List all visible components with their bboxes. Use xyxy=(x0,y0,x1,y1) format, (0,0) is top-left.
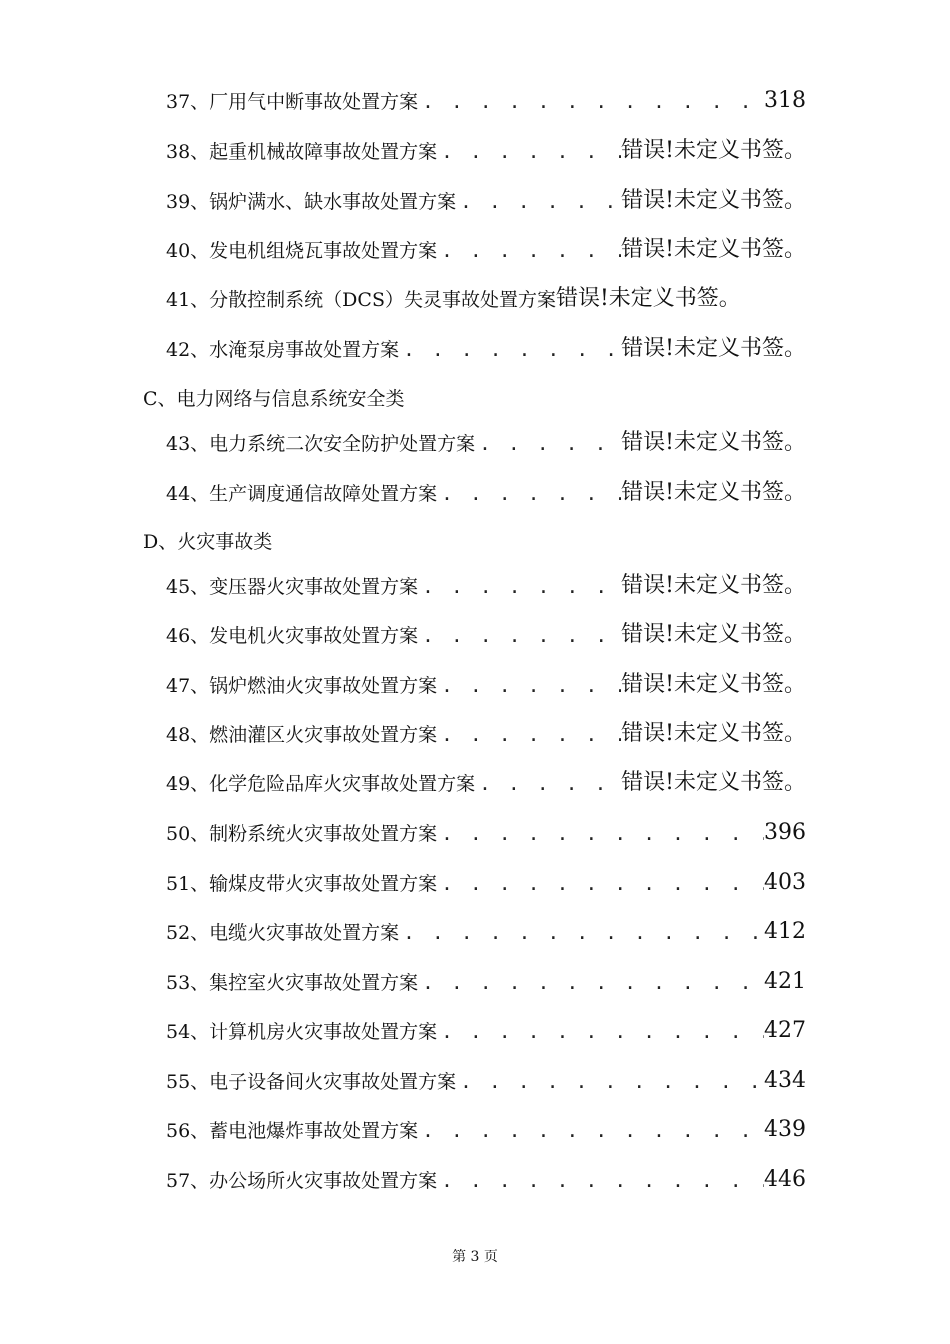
toc-entry-47[interactable] xyxy=(166,658,806,698)
toc-entry-label: 56、蓄电池爆炸事故处置方案 xyxy=(166,1120,419,1142)
toc-entry-label: 44、生产调度通信故障处置方案 xyxy=(166,483,438,505)
toc-error-reference: 错误!未定义书签。 xyxy=(621,336,806,361)
toc-entry-label: 42、水淹泵房事故处置方案 xyxy=(166,339,400,361)
toc-entry-55[interactable] xyxy=(166,1054,806,1094)
dot-leader xyxy=(437,822,764,846)
toc-error-reference: 错误!未定义书签。 xyxy=(621,622,806,647)
toc-entry-51[interactable] xyxy=(166,856,806,896)
toc-entry-label: 51、输煤皮带火灾事故处置方案 xyxy=(166,873,438,895)
toc-error-reference: 错误!未定义书签。 xyxy=(621,573,806,598)
dot-leader xyxy=(437,239,621,263)
dot-leader xyxy=(456,190,621,214)
dot-leader xyxy=(437,482,621,506)
toc-entry-label: 37、厂用气中断事故处置方案 xyxy=(166,91,419,113)
toc-page-number: 439 xyxy=(764,1117,806,1142)
toc-error-reference: 错误!未定义书签。 xyxy=(621,188,806,213)
dot-leader xyxy=(475,432,621,456)
toc-entry-label: 55、电子设备间火灾事故处置方案 xyxy=(166,1071,457,1093)
toc-entry-44[interactable] xyxy=(166,466,806,506)
toc-entry-label: 46、发电机火灾事故处置方案 xyxy=(166,625,419,647)
toc-entry-41[interactable] xyxy=(166,272,826,312)
dot-leader xyxy=(418,1119,764,1143)
toc-entry-label: 38、起重机械故障事故处置方案 xyxy=(166,141,438,163)
toc-entry-52[interactable] xyxy=(166,905,806,945)
toc-entry-48[interactable] xyxy=(166,707,806,747)
dot-leader xyxy=(437,140,621,164)
toc-entry-46[interactable] xyxy=(166,608,806,648)
toc-entry-54[interactable] xyxy=(166,1004,806,1044)
toc-page-number: 434 xyxy=(764,1068,806,1093)
toc-entry-label: 49、化学危险品库火灾事故处置方案 xyxy=(166,773,476,795)
toc-entry-43[interactable] xyxy=(166,416,806,456)
dot-leader xyxy=(418,971,764,995)
toc-error-reference: 错误!未定义书签。 xyxy=(555,286,741,311)
toc-error-reference: 错误!未定义书签。 xyxy=(621,237,806,262)
toc-entry-label: 54、计算机房火灾事故处置方案 xyxy=(166,1021,438,1043)
toc-entry-label: 43、电力系统二次安全防护处置方案 xyxy=(166,433,476,455)
dot-leader xyxy=(399,338,621,362)
toc-entry-label: 45、变压器火灾事故处置方案 xyxy=(166,576,419,598)
toc-entry-label: 40、发电机组烧瓦事故处置方案 xyxy=(166,240,438,262)
page-footer: 第 3 页 xyxy=(452,1249,498,1265)
dot-leader xyxy=(437,674,621,698)
dot-leader xyxy=(437,872,764,896)
toc-entry-label: 41、分散控制系统（DCS）失灵事故处置方案 xyxy=(166,289,556,311)
toc-entry-53[interactable] xyxy=(166,955,806,995)
toc-error-reference: 错误!未定义书签。 xyxy=(621,770,806,795)
toc-entry-57[interactable] xyxy=(166,1153,806,1193)
toc-entry-label: 47、锅炉燃油火灾事故处置方案 xyxy=(166,675,438,697)
toc-page-number: 446 xyxy=(764,1167,806,1192)
dot-leader xyxy=(475,772,621,796)
toc-page-number: 396 xyxy=(764,820,806,845)
dot-leader xyxy=(418,575,621,599)
dot-leader xyxy=(437,1020,764,1044)
toc-page-number: 403 xyxy=(764,870,806,895)
toc-entry-label: 48、燃油灌区火灾事故处置方案 xyxy=(166,724,438,746)
dot-leader xyxy=(456,1070,764,1094)
dot-leader xyxy=(437,1169,764,1193)
toc-entry-42[interactable] xyxy=(166,322,806,362)
section-heading-label: C、电力网络与信息系统安全类 xyxy=(143,388,405,410)
toc-page-number: 427 xyxy=(764,1018,806,1043)
toc-entry-label: 57、办公场所火灾事故处置方案 xyxy=(166,1170,438,1192)
toc-page-number: 318 xyxy=(764,88,806,113)
toc-entry-label: 53、集控室火灾事故处置方案 xyxy=(166,972,419,994)
toc-entry-39[interactable] xyxy=(166,174,806,214)
toc-error-reference: 错误!未定义书签。 xyxy=(621,430,806,455)
toc-entry-56[interactable] xyxy=(166,1103,806,1143)
dot-leader xyxy=(399,921,764,945)
toc-entry-49[interactable] xyxy=(166,756,806,796)
dot-leader xyxy=(437,723,621,747)
toc-entry-label: 50、制粉系统火灾事故处置方案 xyxy=(166,823,438,845)
toc-entry-37[interactable] xyxy=(166,74,806,114)
toc-page-number: 412 xyxy=(764,919,806,944)
toc-entry-label: 39、锅炉满水、缺水事故处置方案 xyxy=(166,191,457,213)
section-heading-label: D、火灾事故类 xyxy=(143,531,273,553)
toc-entry-38[interactable] xyxy=(166,124,806,164)
toc-section-heading-c[interactable] xyxy=(143,371,405,411)
toc-error-reference: 错误!未定义书签。 xyxy=(621,138,806,163)
toc-error-reference: 错误!未定义书签。 xyxy=(621,672,806,697)
toc-section-heading-d[interactable] xyxy=(143,514,272,554)
toc-entry-45[interactable] xyxy=(166,559,806,599)
toc-entry-label: 52、电缆火灾事故处置方案 xyxy=(166,922,400,944)
toc-error-reference: 错误!未定义书签。 xyxy=(621,480,806,505)
dot-leader xyxy=(418,90,764,114)
toc-page-number: 421 xyxy=(764,969,806,994)
toc-entry-50[interactable] xyxy=(166,806,806,846)
dot-leader xyxy=(418,624,621,648)
toc-entry-40[interactable] xyxy=(166,223,806,263)
toc-error-reference: 错误!未定义书签。 xyxy=(621,721,806,746)
